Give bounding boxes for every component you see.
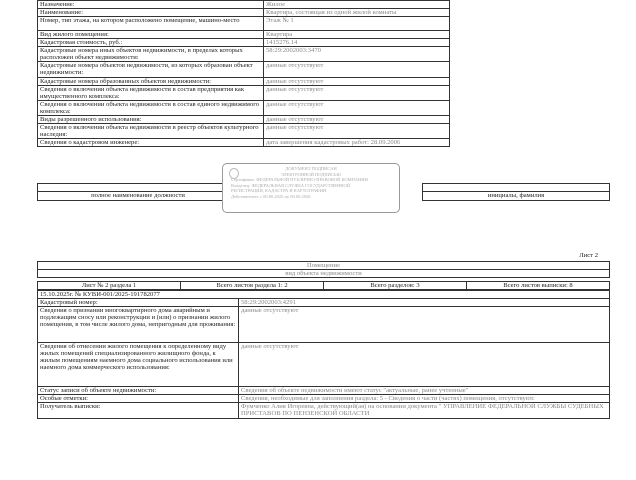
- total-sections: Всего разделов: 3: [324, 282, 467, 290]
- object-type-caption: вид объекта недвижимости: [38, 270, 610, 278]
- row-label: Сведения о включении объекта недвижимости в реестр объектов культурного наследия:: [38, 124, 264, 139]
- position-label: полное наименование должности: [38, 192, 239, 201]
- row-value: Квартира: [264, 31, 450, 39]
- electronic-signature-stamp: [222, 163, 400, 213]
- stamp-line: РЕГИСТРАЦИИ, КАДАСТРА И КАРТОГРАФИИ: [231, 188, 327, 193]
- row-value: данные отсутствуют: [264, 78, 450, 86]
- extract-header-table: [37, 290, 610, 307]
- table-row: [38, 307, 610, 343]
- name-label: инициалы, фамилия: [423, 192, 610, 201]
- row-value: данные отсутствуют: [264, 62, 450, 78]
- table-row: [38, 39, 450, 47]
- table-row: [38, 343, 610, 387]
- table-row: [38, 78, 450, 86]
- row-label: Особые отметки:: [38, 395, 239, 403]
- stamp-line: Сертификат: ФЕДЕРАЛЬНОЙ ПУБЛИЧНО-ПРАВОВОЙ КОМПАНИИ: [231, 177, 368, 182]
- table-row: [38, 47, 450, 62]
- row-label: Назначение:: [38, 1, 264, 9]
- table-row: [38, 9, 450, 17]
- sheet-label: Лист 2: [579, 252, 598, 259]
- row-value: данные отсутствуют: [264, 124, 450, 139]
- cadastral-value: 58:29:2002003:4291: [239, 299, 610, 307]
- table-row: [38, 387, 610, 395]
- object-type: Помещение: [38, 262, 610, 270]
- table-row: [38, 31, 450, 39]
- table-row: [38, 124, 450, 139]
- table-row: [38, 395, 610, 403]
- row-label: Кадастровые номера объектов недвижимости, из которых образован объект недвижимости:: [38, 62, 264, 78]
- row-label: Виды разрешенного использования:: [38, 116, 264, 124]
- row-value: Сведения об объекте недвижимости имеют статус "актуальные, ранее учтенные": [239, 387, 610, 395]
- section1-table: [37, 0, 450, 147]
- row-value: дата завершения кадастровых работ: 28.09.2006: [264, 139, 450, 147]
- stamp-line: Действителен: с 00.00.2025 по 00.00.2026: [231, 193, 311, 199]
- date-number: 15.10.2025г. № КУВИ-001/2025-191782077: [38, 291, 610, 299]
- stamp-subtitle: ЭЛЕКТРОННОЙ ПОДПИСЬЮ: [280, 171, 342, 177]
- table-row: [38, 62, 450, 78]
- row-value: данные отсутствуют: [264, 86, 450, 101]
- row-label: Номер, тип этажа, на котором расположено помещение, машино-место: [38, 17, 264, 31]
- row-label: Вид жилого помещения:: [38, 31, 264, 39]
- row-label: Кадастровые номера иных объектов недвижимости, в пределах которых расположен объект недвижимости:: [38, 47, 264, 62]
- row-label: Сведения о включении объекта недвижимости в состав предприятия как имущественного комплекса:: [38, 86, 264, 101]
- row-value: Квартира, состоящая из одной жилой комнаты: [264, 9, 450, 17]
- sheet-number: Лист № 2 раздела 1: [38, 282, 181, 290]
- total-sheets-section: Всего листов раздела 1: 2: [181, 282, 324, 290]
- section1-sheet2-table: [37, 306, 610, 419]
- row-label: Получатель выписки:: [38, 403, 239, 419]
- stamp-title: ДОКУМЕНТ ПОДПИСАН: [285, 166, 337, 171]
- row-label: Сведения о признании многоквартирного дома аварийным и подлежащим сносу или реконструкции и (или) о признании жилого помещения, в том числе жилого дома, непригодным для проживания:: [38, 307, 239, 343]
- table-row: [38, 1, 450, 9]
- table-row: [38, 116, 450, 124]
- table-row: [38, 17, 450, 31]
- row-label: Сведения об отнесении жилого помещения к определенному виду жилых помещений специализированного жилищного фонда, к жилым помещениям наемного дома социального использования или наемного дома коммерческого использования:: [38, 343, 239, 387]
- row-label: Сведения о включении объекта недвижимости в состав единого недвижимого комплекса:: [38, 101, 264, 116]
- stamp-emblem-icon: [229, 168, 239, 179]
- stamp-line: Владелец: ФЕДЕРАЛЬНАЯ СЛУЖБА ГОСУДАРСТВЕННОЙ: [231, 182, 351, 188]
- row-label: Сведения о кадастровом инженере:: [38, 139, 264, 147]
- row-value: 1415276.14: [264, 39, 450, 47]
- row-value: данные отсутствуют: [264, 116, 450, 124]
- row-value: 58:29:2002003:3470: [264, 47, 450, 62]
- table-row: [38, 403, 610, 419]
- row-value: Сведения, необходимые для заполнения раздела: 5 - Сведения о части (частях) помещения, отсутствуют.: [239, 395, 610, 403]
- row-label: Наименование:: [38, 9, 264, 17]
- row-label: Кадастровые номера образованных объектов недвижимости:: [38, 78, 264, 86]
- total-sheets: Всего листов выписки: 8: [467, 282, 610, 290]
- object-type-table: [37, 261, 610, 278]
- row-label: Статус записи об объекте недвижимости:: [38, 387, 239, 395]
- table-row: [38, 86, 450, 101]
- row-label: Кадастровая стоимость, руб.:: [38, 39, 264, 47]
- sheet-info-table: [37, 281, 610, 290]
- row-value: Этаж № 1: [264, 17, 450, 31]
- row-value: Фумченко Алия Игоревна, действующий(ая) на основании документа " УПРАВЛЕНИЕ ФЕДЕРАЛЬНОЙ СЛУЖБЫ СУДЕБНЫХ ПРИСТАВОВ ПО ПЕНЗЕНСКОЙ ОБЛАСТИ: [239, 403, 610, 419]
- cadastral-label: Кадастровый номер:: [38, 299, 239, 307]
- row-value: данные отсутствуют: [264, 101, 450, 116]
- table-row: [38, 139, 450, 147]
- row-value: Жилое: [264, 1, 450, 9]
- table-row: [38, 101, 450, 116]
- row-value: данные отсутствуют: [239, 343, 610, 387]
- row-value: данные отсутствуют: [239, 307, 610, 343]
